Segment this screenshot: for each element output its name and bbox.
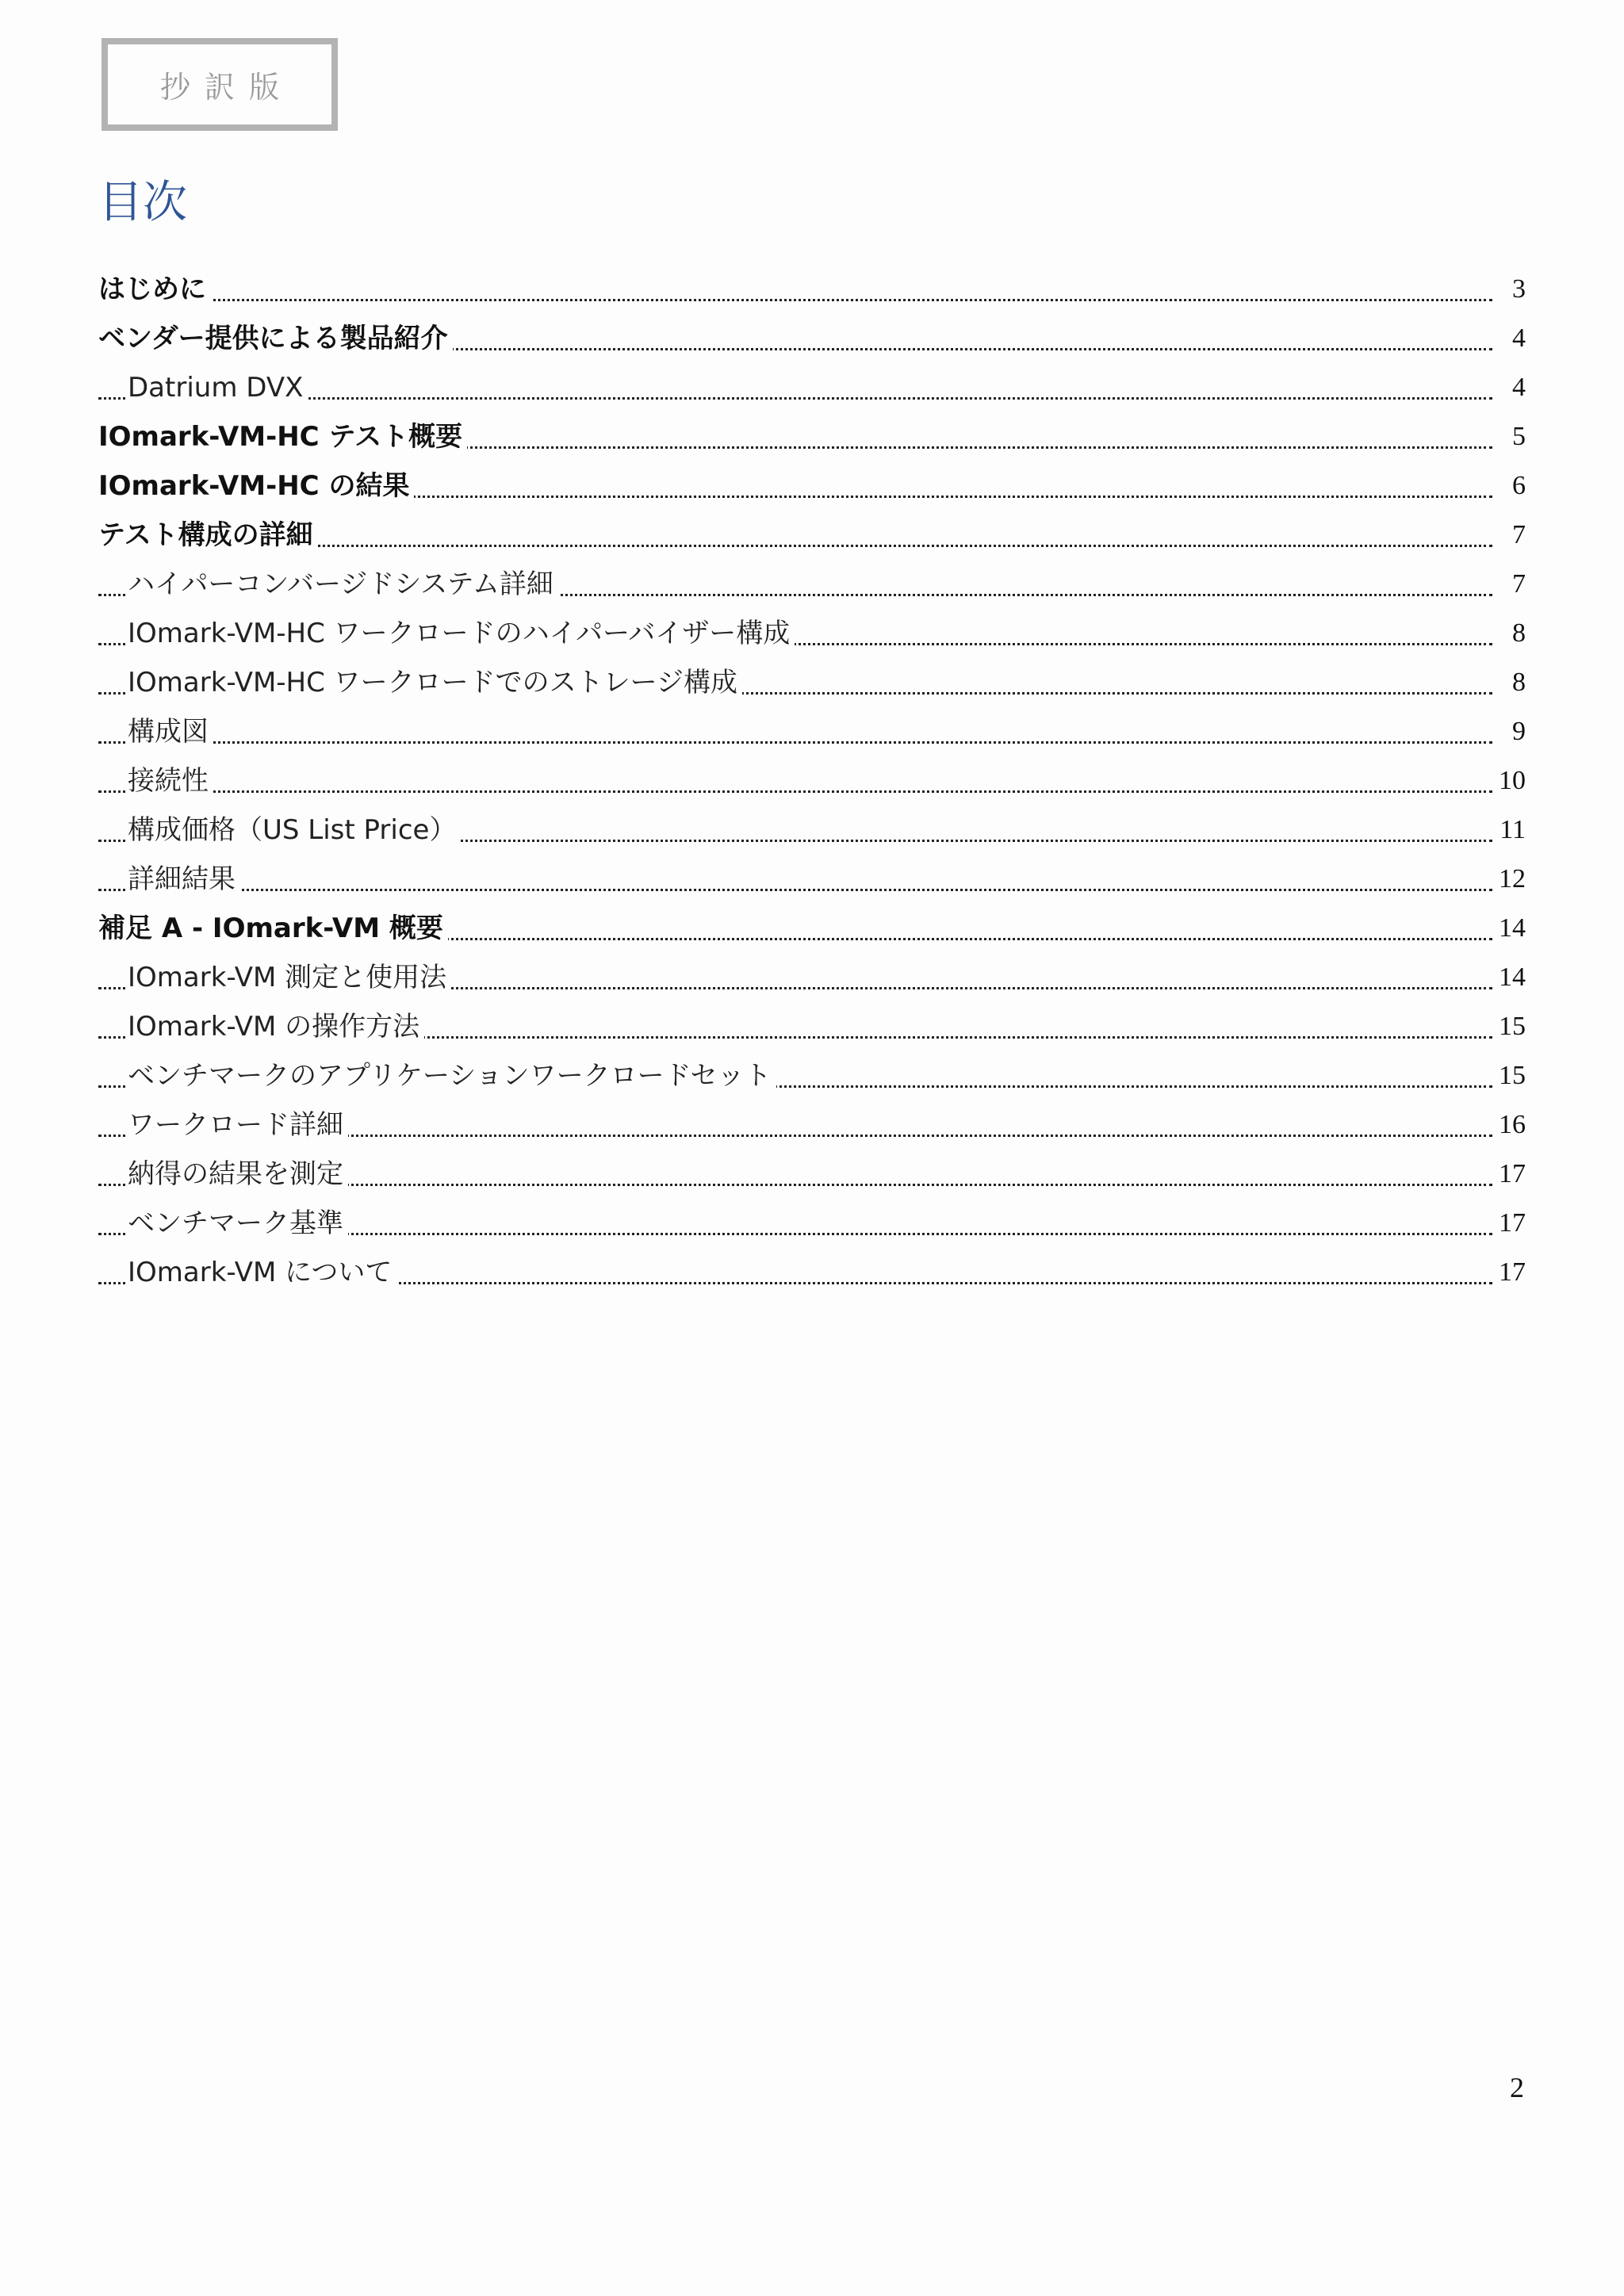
toc-entry-page: 6 — [1509, 461, 1526, 511]
toc-entry-page: 8 — [1509, 609, 1526, 658]
toc-entry-page: 11 — [1496, 806, 1526, 855]
toc-entry-page: 7 — [1509, 560, 1526, 609]
toc-entry-label: ベンダー提供による製品紹介 — [98, 314, 453, 363]
toc-entry[interactable] — [98, 707, 1526, 756]
toc-entry[interactable] — [98, 1199, 1526, 1248]
toc-entry-page: 8 — [1509, 658, 1526, 707]
toc-entry[interactable] — [98, 609, 1526, 658]
toc-entry-page: 14 — [1496, 953, 1526, 1002]
dot-leader — [98, 889, 1492, 891]
toc-entry[interactable] — [98, 1100, 1526, 1150]
toc-entry-label: 構成図 — [128, 707, 213, 756]
toc-entry-page: 7 — [1509, 511, 1526, 560]
toc-entry[interactable] — [98, 855, 1526, 904]
toc-entry-label: IOmark-VM の操作方法 — [128, 1002, 424, 1051]
toc-entry-page: 17 — [1496, 1248, 1526, 1297]
toc-entry-label: Datrium DVX — [128, 363, 308, 412]
toc-entry[interactable] — [98, 461, 1526, 511]
toc-entry-label: IOmark-VM-HC テスト概要 — [98, 412, 467, 461]
table-of-contents — [98, 265, 1526, 1297]
toc-entry-label: IOmark-VM 測定と使用法 — [128, 953, 451, 1002]
dot-leader — [98, 299, 1492, 301]
toc-entry-page: 4 — [1509, 363, 1526, 412]
toc-entry-label: 補足 A - IOmark-VM 概要 — [98, 904, 448, 953]
toc-entry[interactable] — [98, 314, 1526, 363]
toc-entry-label: 納得の結果を測定 — [128, 1150, 348, 1199]
toc-entry[interactable] — [98, 412, 1526, 461]
toc-entry-label: テスト構成の詳細 — [98, 511, 318, 560]
toc-entry-page: 12 — [1496, 855, 1526, 904]
toc-entry[interactable] — [98, 1051, 1526, 1100]
toc-entry[interactable] — [98, 363, 1526, 412]
toc-entry[interactable] — [98, 658, 1526, 707]
page-number: 2 — [1510, 2072, 1524, 2103]
toc-entry[interactable] — [98, 1248, 1526, 1297]
toc-entry-label: IOmark-VM-HC ワークロードでのストレージ構成 — [128, 658, 742, 707]
stamp-label: 抄訳版 — [159, 70, 293, 105]
toc-entry-label: 接続性 — [128, 756, 213, 806]
toc-entry-label: IOmark-VM について — [128, 1248, 396, 1297]
toc-entry-page: 17 — [1496, 1199, 1526, 1248]
toc-entry[interactable] — [98, 904, 1526, 953]
toc-entry[interactable] — [98, 560, 1526, 609]
toc-entry-page: 14 — [1496, 904, 1526, 953]
dot-leader — [98, 741, 1492, 744]
toc-entry-page: 9 — [1509, 707, 1526, 756]
toc-entry-page: 5 — [1509, 412, 1526, 461]
toc-entry-page: 16 — [1496, 1100, 1526, 1150]
toc-entry-page: 3 — [1509, 265, 1526, 314]
toc-entry-page: 10 — [1496, 756, 1526, 806]
toc-entry-label: はじめに — [98, 265, 211, 314]
toc-entry[interactable] — [98, 265, 1526, 314]
toc-entry[interactable] — [98, 1150, 1526, 1199]
toc-entry[interactable] — [98, 1002, 1526, 1051]
translation-stamp — [102, 38, 338, 131]
toc-entry[interactable] — [98, 756, 1526, 806]
toc-entry-page: 4 — [1509, 314, 1526, 363]
toc-heading: 目次 — [98, 177, 187, 228]
toc-entry-page: 15 — [1496, 1051, 1526, 1100]
toc-entry-page: 17 — [1496, 1150, 1526, 1199]
toc-entry[interactable] — [98, 511, 1526, 560]
toc-entry-label: ワークロード詳細 — [128, 1100, 348, 1150]
toc-entry-page: 15 — [1496, 1002, 1526, 1051]
toc-entry-label: 構成価格（US List Price） — [128, 806, 461, 855]
toc-entry-label: 詳細結果 — [128, 855, 240, 904]
dot-leader — [98, 790, 1492, 793]
toc-entry-label: IOmark-VM-HC ワークロードのハイパーバイザー構成 — [128, 609, 795, 658]
toc-entry-label: ベンチマーク基準 — [128, 1199, 348, 1248]
toc-entry-label: IOmark-VM-HC の結果 — [98, 461, 414, 511]
toc-entry[interactable] — [98, 806, 1526, 855]
toc-entry-label: ハイパーコンバージドシステム詳細 — [128, 560, 558, 609]
toc-entry[interactable] — [98, 953, 1526, 1002]
toc-entry-label: ベンチマークのアプリケーションワークロードセット — [128, 1051, 776, 1100]
